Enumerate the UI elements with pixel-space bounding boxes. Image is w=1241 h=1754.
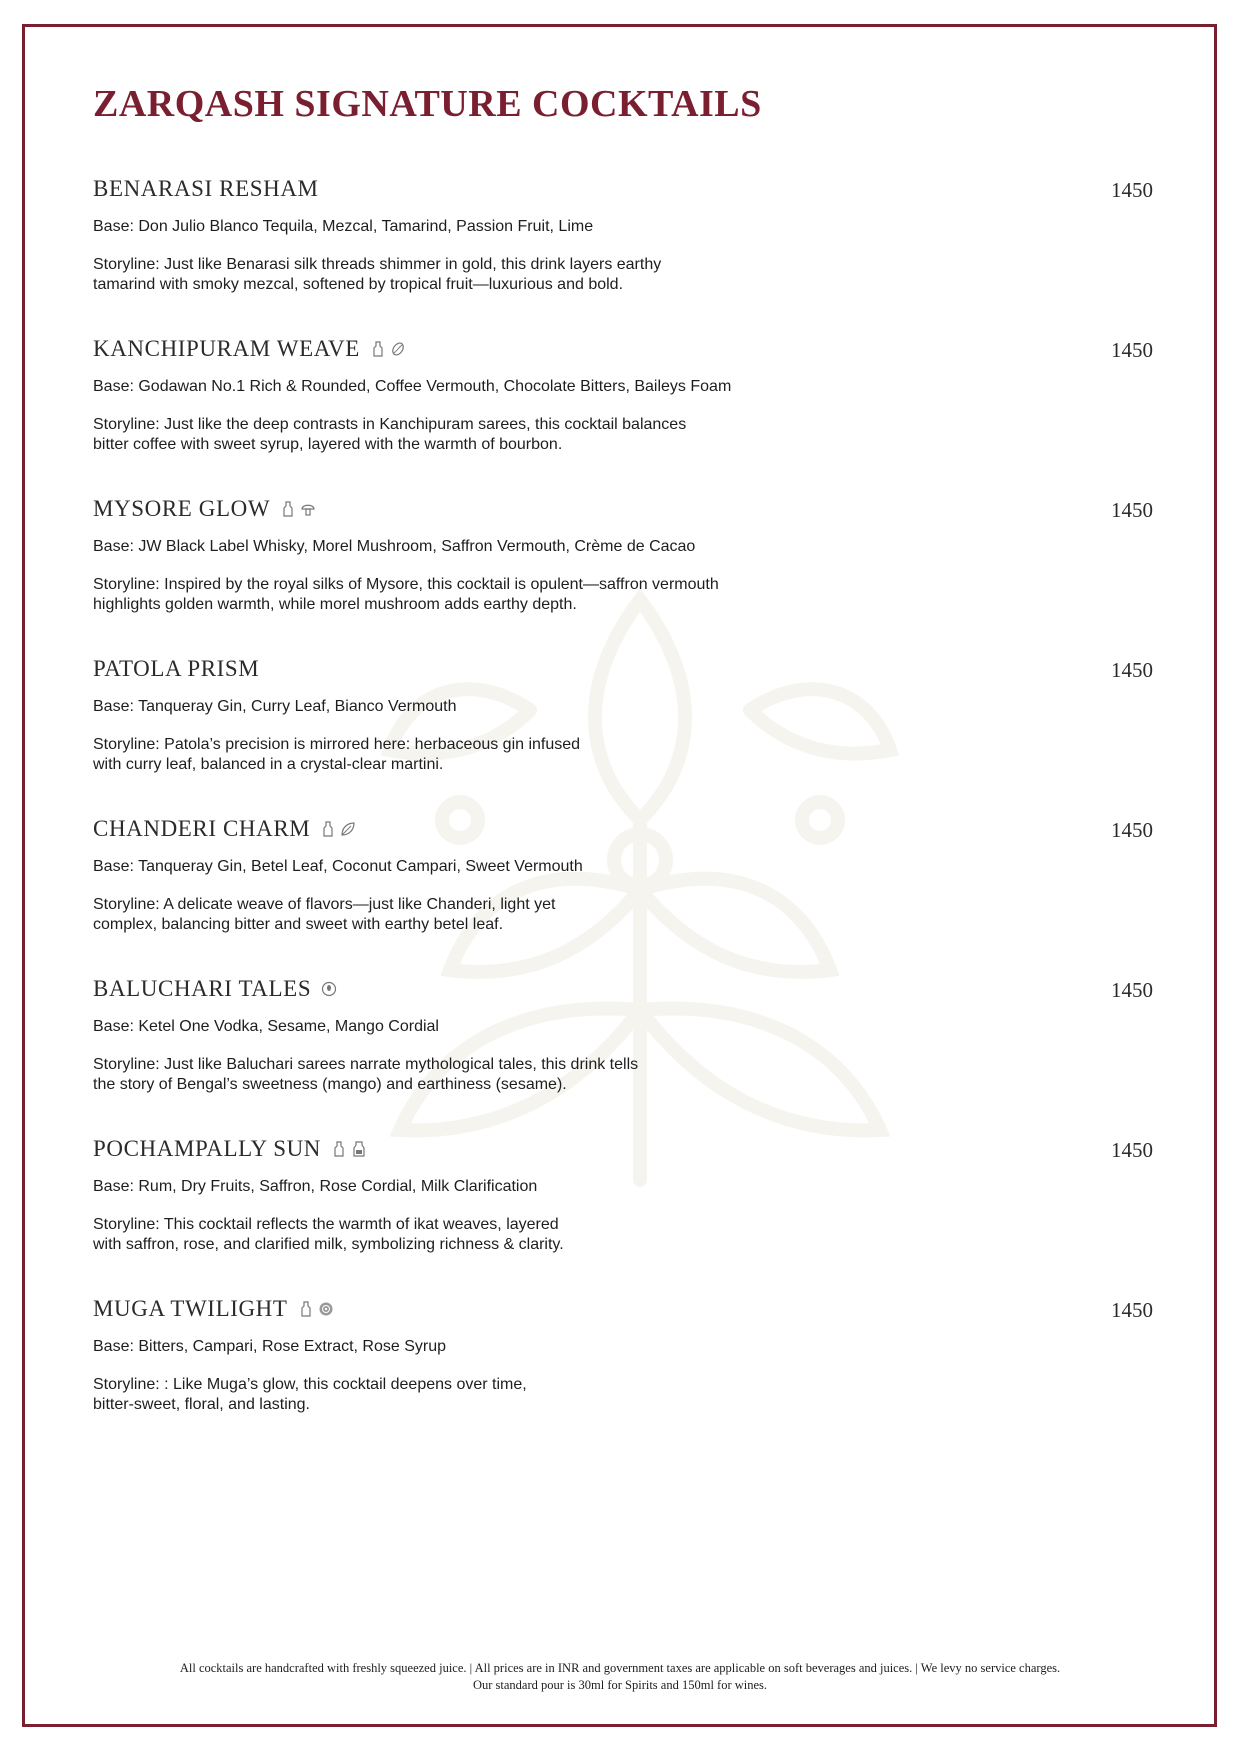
- cocktail-base: Base: Don Julio Blanco Tequila, Mezcal, Tamarind, Passion Fruit, Lime: [93, 218, 594, 235]
- leaf-icon: [340, 821, 356, 837]
- cocktail-base: Base: Godawan No.1 Rich & Rounded, Coffee Vermouth, Chocolate Bitters, Baileys Foam: [93, 378, 732, 395]
- cocktail-item-chanderi-charm: [93, 812, 1153, 972]
- cocktail-name: KANCHIPURAM WEAVE: [93, 336, 360, 361]
- storyline-line: Storyline: Just like Baluchari sarees narrate mythological tales, this drink tells: [93, 1056, 639, 1073]
- cocktail-storyline: [93, 575, 1153, 615]
- cocktail-item-pochampally-sun: [93, 1132, 1153, 1292]
- cocktail-base: Base: Ketel One Vodka, Sesame, Mango Cordial: [93, 1018, 439, 1035]
- storyline-line: Storyline: This cocktail reflects the warmth of ikat weaves, layered: [93, 1216, 559, 1233]
- footer-note: [40, 1660, 1200, 1694]
- cocktail-tags: [331, 1141, 367, 1157]
- cocktail-name: POCHAMPALLY SUN: [93, 1136, 322, 1161]
- cocktail-item-patola-prism: [93, 652, 1153, 812]
- cocktail-header: [93, 812, 1153, 846]
- cocktail-tags: [370, 341, 406, 357]
- bottle-icon: [298, 1301, 314, 1317]
- cocktail-header: [93, 492, 1153, 526]
- storyline-line: Storyline: Just like the deep contrasts in Kanchipuram sarees, this cocktail balances: [93, 416, 687, 433]
- cocktail-storyline: [93, 415, 1153, 455]
- cocktail-base: Base: Tanqueray Gin, Curry Leaf, Bianco Vermouth: [93, 698, 457, 715]
- cocktail-storyline: [93, 895, 1153, 935]
- cocktail-price: 1450: [1111, 338, 1153, 362]
- cocktail-header: [93, 1132, 1153, 1166]
- storyline-line: the story of Bengal’s sweetness (mango) and earthiness (sesame).: [93, 1076, 567, 1093]
- cocktail-name: BENARASI RESHAM: [93, 176, 319, 201]
- cocktail-storyline: [93, 1375, 1153, 1415]
- cocktail-list: [93, 172, 1153, 1452]
- cocktail-item-benarasi-resham: [93, 172, 1153, 332]
- storyline-line: tamarind with smoky mezcal, softened by tropical fruit—luxurious and bold.: [93, 276, 624, 293]
- bottle-icon: [280, 501, 296, 517]
- cocktail-name: CHANDERI CHARM: [93, 816, 311, 841]
- bottle-icon: [331, 1141, 347, 1157]
- cocktail-price: 1450: [1111, 498, 1153, 522]
- cocktail-base: Base: JW Black Label Whisky, Morel Mushroom, Saffron Vermouth, Crème de Cacao: [93, 538, 696, 555]
- storyline-line: with saffron, rose, and clarified milk, symbolizing richness & clarity.: [93, 1236, 564, 1253]
- cocktail-price: 1450: [1111, 178, 1153, 202]
- milk-icon: [351, 1141, 367, 1157]
- footer-line: All cocktails are handcrafted with freshly squeezed juice. | All prices are in INR and government taxes are applicable on soft beverages and juices. | We levy no service charges.: [179, 1661, 1061, 1675]
- storyline-line: bitter-sweet, floral, and lasting.: [93, 1396, 310, 1413]
- coffee-bean-icon: [390, 341, 406, 357]
- cocktail-storyline: [93, 255, 1153, 295]
- storyline-line: Storyline: Patola’s precision is mirrored here: herbaceous gin infused: [93, 736, 581, 753]
- cocktail-header: [93, 332, 1153, 366]
- cocktail-price: 1450: [1111, 658, 1153, 682]
- cocktail-storyline: [93, 1055, 1153, 1095]
- bottle-icon: [370, 341, 386, 357]
- storyline-line: with curry leaf, balanced in a crystal-clear martini.: [93, 756, 444, 773]
- bottle-icon: [320, 821, 336, 837]
- cocktail-tags: [298, 1301, 334, 1317]
- footer-line: Our standard pour is 30ml for Spirits and 150ml for wines.: [472, 1678, 768, 1692]
- cocktail-tags: [321, 981, 337, 997]
- cocktail-storyline: [93, 1215, 1153, 1255]
- cocktail-item-kanchipuram-weave: [93, 332, 1153, 492]
- cocktail-price: 1450: [1111, 1298, 1153, 1322]
- storyline-line: Storyline: Inspired by the royal silks of Mysore, this cocktail is opulent—saffron vermouth: [93, 576, 719, 593]
- cocktail-name: MYSORE GLOW: [93, 496, 271, 521]
- storyline-line: Storyline: : Like Muga’s glow, this cocktail deepens over time,: [93, 1376, 527, 1393]
- mushroom-icon: [300, 501, 316, 517]
- cocktail-header: [93, 972, 1153, 1006]
- cocktail-name: MUGA TWILIGHT: [93, 1296, 288, 1321]
- sesame-icon: [321, 981, 337, 997]
- cocktail-base: Base: Tanqueray Gin, Betel Leaf, Coconut Campari, Sweet Vermouth: [93, 858, 583, 875]
- cocktail-storyline: [93, 735, 1153, 775]
- cocktail-header: [93, 172, 1153, 206]
- cocktail-name: PATOLA PRISM: [93, 656, 260, 681]
- cocktail-header: [93, 652, 1153, 686]
- storyline-line: highlights golden warmth, while morel mushroom adds earthy depth.: [93, 596, 577, 613]
- menu-title: ZARQASH SIGNATURE COCKTAILS: [93, 83, 762, 125]
- cocktail-base: Base: Bitters, Campari, Rose Extract, Rose Syrup: [93, 1338, 447, 1355]
- cocktail-price: 1450: [1111, 818, 1153, 842]
- cocktail-header: [93, 1292, 1153, 1326]
- cocktail-name: BALUCHARI TALES: [93, 976, 312, 1001]
- cocktail-price: 1450: [1111, 978, 1153, 1002]
- cocktail-item-muga-twilight: [93, 1292, 1153, 1452]
- storyline-line: complex, balancing bitter and sweet with earthy betel leaf.: [93, 916, 504, 933]
- storyline-line: Storyline: A delicate weave of flavors—just like Chanderi, light yet: [93, 896, 556, 913]
- rose-icon: [318, 1301, 334, 1317]
- storyline-line: Storyline: Just like Benarasi silk threads shimmer in gold, this drink layers earthy: [93, 256, 662, 273]
- storyline-line: bitter coffee with sweet syrup, layered with the warmth of bourbon.: [93, 436, 563, 453]
- cocktail-price: 1450: [1111, 1138, 1153, 1162]
- cocktail-item-mysore-glow: [93, 492, 1153, 652]
- cocktail-base: Base: Rum, Dry Fruits, Saffron, Rose Cordial, Milk Clarification: [93, 1178, 538, 1195]
- cocktail-item-baluchari-tales: [93, 972, 1153, 1132]
- cocktail-tags: [320, 821, 356, 837]
- cocktail-tags: [280, 501, 316, 517]
